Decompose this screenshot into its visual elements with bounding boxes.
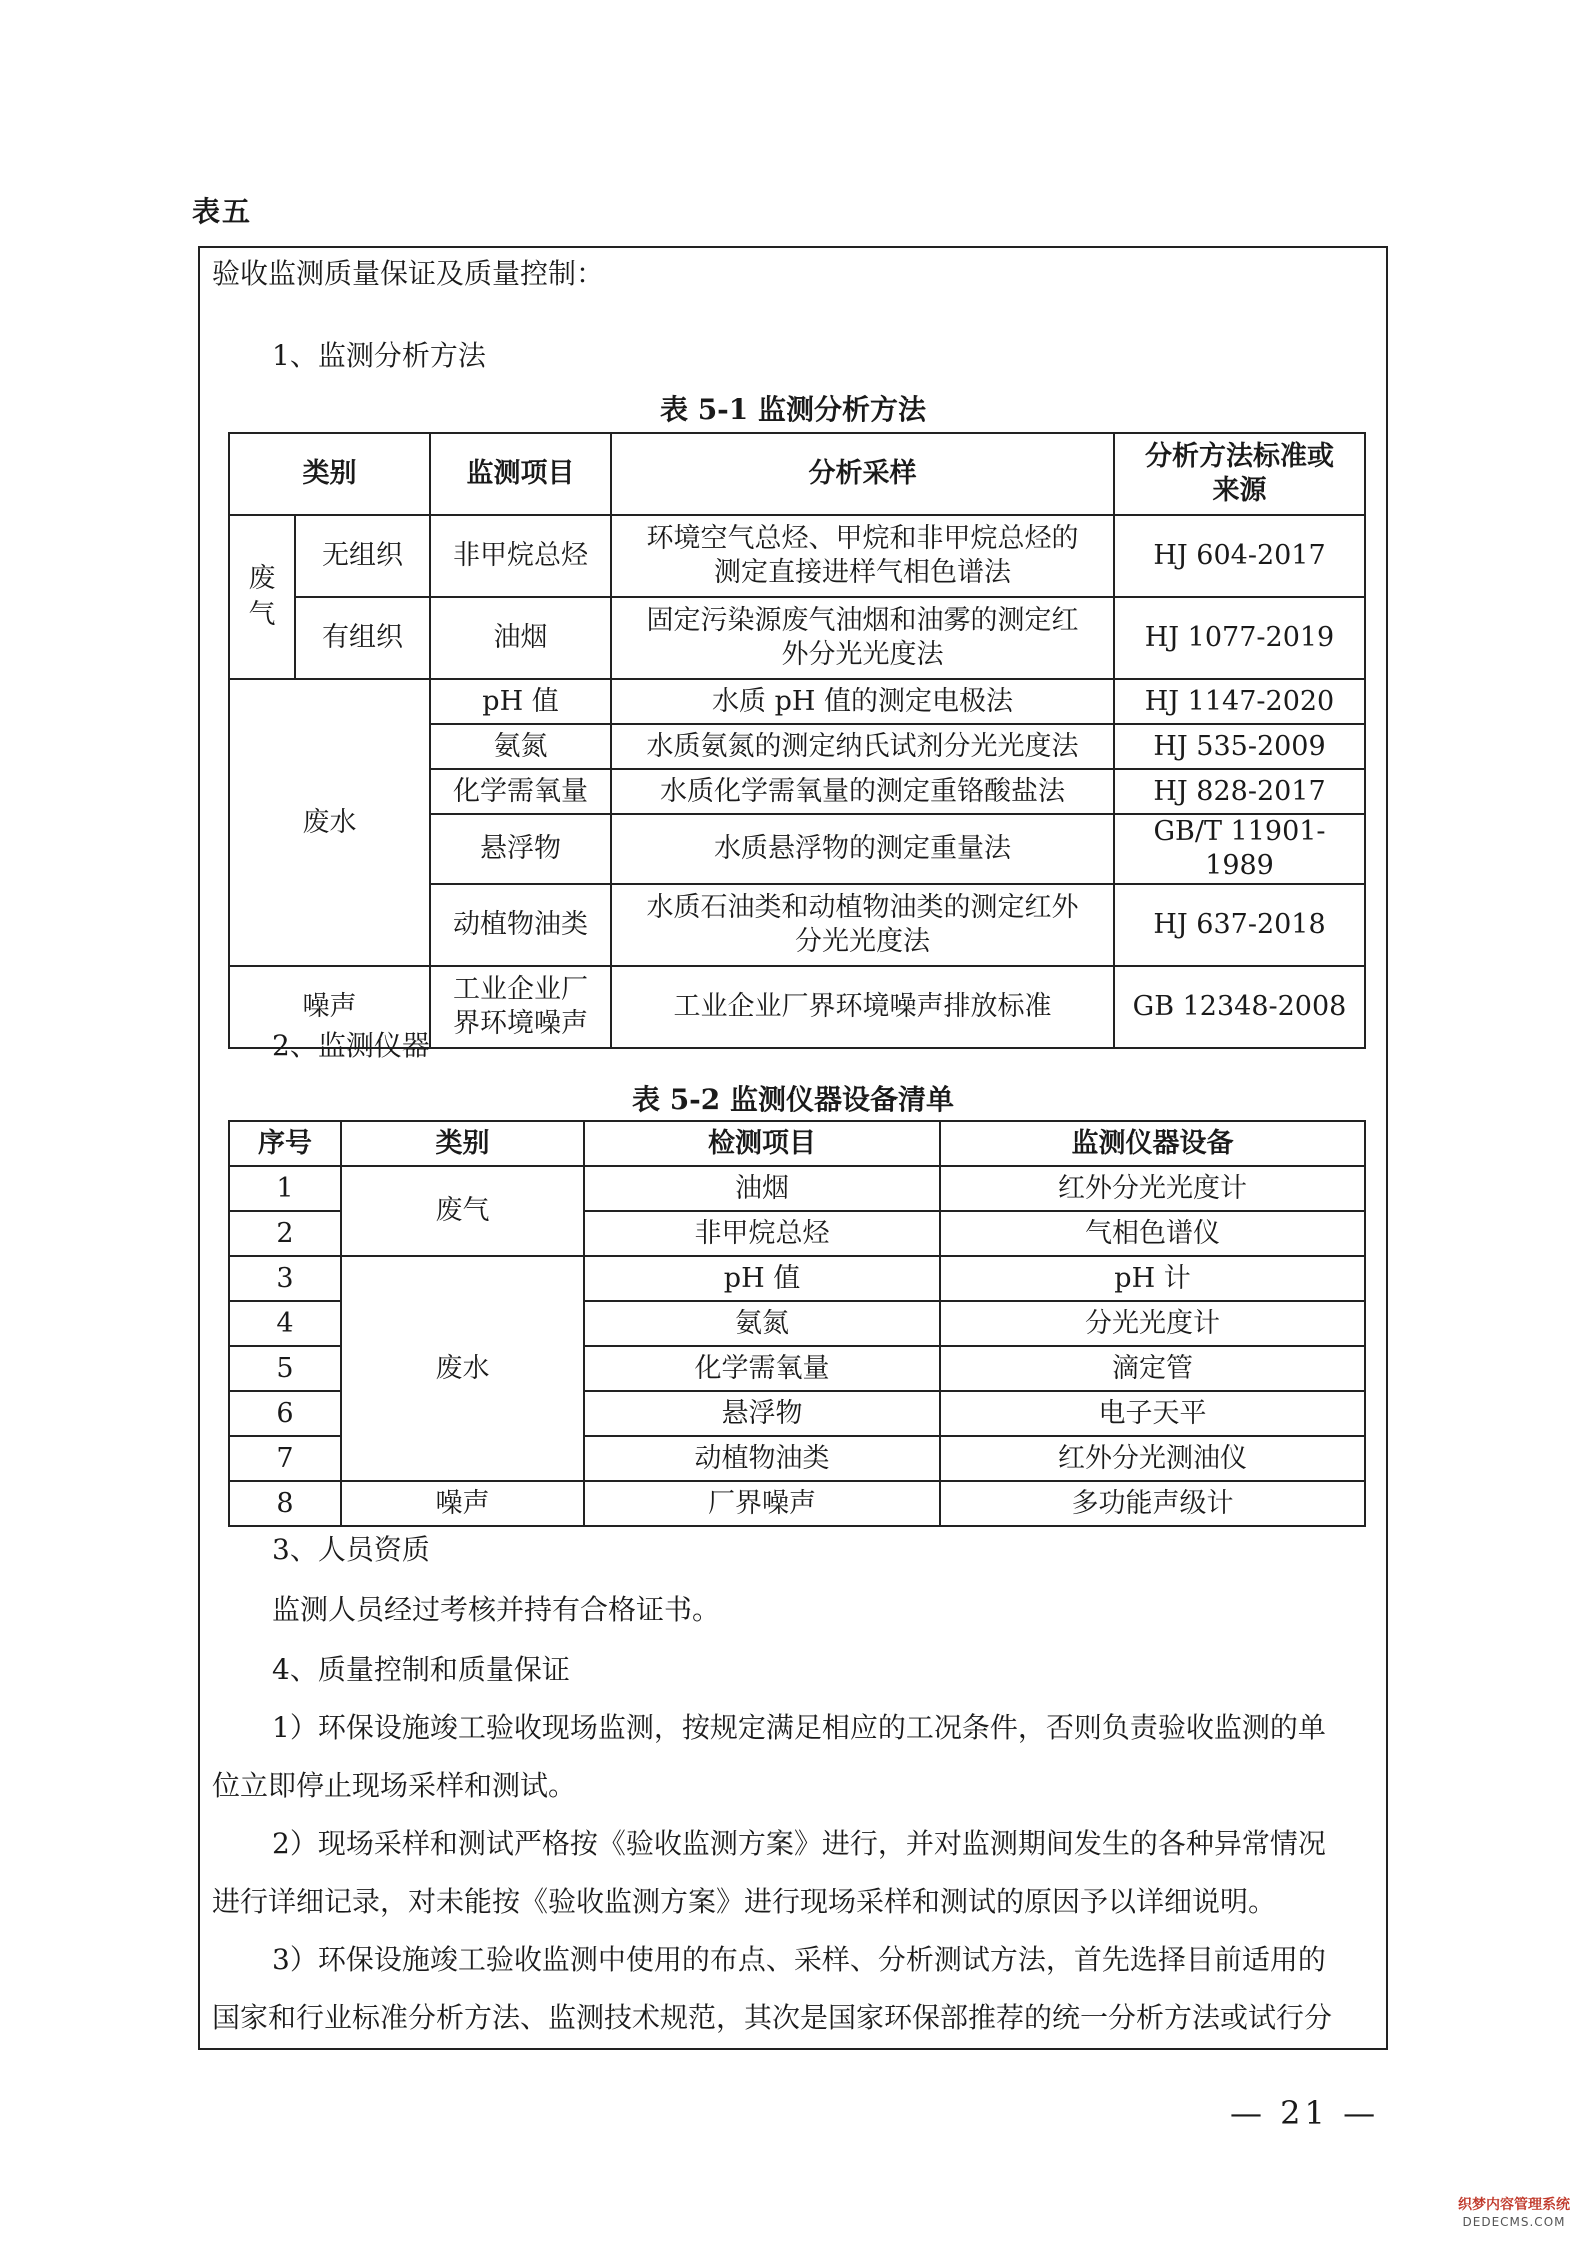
watermark: [1448, 2196, 1580, 2230]
cell-category-gas: 废气: [341, 1166, 584, 1256]
section-label: 表五: [192, 195, 253, 228]
cell-method: 水质悬浮物的测定重量法: [611, 814, 1114, 884]
cell-item: pH 值: [430, 679, 611, 724]
subheading-instruments: 2、监测仪器: [272, 1029, 430, 1062]
cell-standard: HJ 1077-2019: [1114, 597, 1365, 679]
header-category: 类别: [229, 433, 430, 515]
cell-item: 动植物油类: [430, 884, 611, 966]
header-device: 监测仪器设备: [940, 1121, 1365, 1166]
paragraph-3-line-2: 国家和行业标准分析方法、监测技术规范，其次是国家环保部推荐的统一分析方法或试行分: [212, 2001, 1333, 2034]
cell-standard: HJ 637-2018: [1114, 884, 1365, 966]
cell-method: 固定污染源废气油烟和油雾的测定红 外分光光度法: [611, 597, 1114, 679]
cell-method: 工业企业厂界环境噪声排放标准: [611, 966, 1114, 1048]
cell-no: 6: [229, 1391, 341, 1436]
table-row: [229, 597, 1365, 679]
cell-noise: 噪声: [229, 966, 430, 1048]
paragraph-2-line-1: 2）现场采样和测试严格按《验收监测方案》进行，并对监测期间发生的各种异常情况: [272, 1827, 1326, 1860]
cell-no: 3: [229, 1256, 341, 1301]
cell-item: 工业企业厂 界环境噪声: [430, 966, 611, 1048]
cell-method: 水质氨氮的测定纳氏试剂分光光度法: [611, 724, 1114, 769]
cell-standard: GB/T 11901-1989: [1114, 814, 1365, 884]
cell-item: pH 值: [584, 1256, 940, 1301]
table-row: [229, 1481, 1365, 1526]
page-number: — 21 —: [1230, 2094, 1380, 2132]
table-row: [229, 1166, 1365, 1211]
cell-no: 8: [229, 1481, 341, 1526]
instrument-list-table: [228, 1120, 1366, 1527]
cell-item: 化学需氧量: [430, 769, 611, 814]
cell-no: 7: [229, 1436, 341, 1481]
paragraph-3-line-1: 3）环保设施竣工验收监测中使用的布点、采样、分析测试方法，首先选择目前适用的: [272, 1943, 1326, 1976]
table1-caption: 表 5-1 监测分析方法: [659, 393, 927, 426]
cell-standard: HJ 535-2009: [1114, 724, 1365, 769]
cell-device: 多功能声级计: [940, 1481, 1365, 1526]
table2-caption: 表 5-2 监测仪器设备清单: [631, 1083, 955, 1116]
cell-sub: 无组织: [295, 515, 430, 597]
cell-device: 滴定管: [940, 1346, 1365, 1391]
cell-item: 油烟: [430, 597, 611, 679]
paragraph-2-line-2: 进行详细记录，对未能按《验收监测方案》进行现场采样和测试的原因予以详细说明。: [212, 1885, 1277, 1918]
cell-device: 分光光度计: [940, 1301, 1365, 1346]
cell-standard: HJ 1147-2020: [1114, 679, 1365, 724]
header-item: 监测项目: [430, 433, 611, 515]
table-row: [229, 1121, 1365, 1166]
personnel-text: 监测人员经过考核并持有合格证书。: [272, 1593, 721, 1626]
header-no: 序号: [229, 1121, 341, 1166]
heading: 验收监测质量保证及质量控制：: [212, 257, 605, 290]
cell-item: 氨氮: [430, 724, 611, 769]
cell-standard: HJ 828-2017: [1114, 769, 1365, 814]
cell-standard: GB 12348-2008: [1114, 966, 1365, 1048]
header-standard: 分析方法标准或 来源: [1114, 433, 1365, 515]
cell-item: 非甲烷总烃: [584, 1211, 940, 1256]
cell-item: 动植物油类: [584, 1436, 940, 1481]
cell-item: 油烟: [584, 1166, 940, 1211]
cell-device: 电子天平: [940, 1391, 1365, 1436]
cell-category-noise: 噪声: [341, 1481, 584, 1526]
cell-no: 2: [229, 1211, 341, 1256]
cell-device: pH 计: [940, 1256, 1365, 1301]
cell-no: 4: [229, 1301, 341, 1346]
cell-method: 水质 pH 值的测定电极法: [611, 679, 1114, 724]
table-row: [229, 1256, 1365, 1301]
cell-device: 气相色谱仪: [940, 1211, 1365, 1256]
cell-method: 环境空气总烃、甲烷和非甲烷总烃的 测定直接进样气相色谱法: [611, 515, 1114, 597]
cell-device: 红外分光光度计: [940, 1166, 1365, 1211]
cell-category-water: 废水: [341, 1256, 584, 1481]
cell-item: 氨氮: [584, 1301, 940, 1346]
table-row: [229, 433, 1365, 515]
cell-waste-gas: 废 气: [229, 515, 295, 679]
cell-sub: 有组织: [295, 597, 430, 679]
content-frame: [198, 246, 1388, 2050]
cell-waste-water: 废水: [229, 679, 430, 966]
subheading-personnel: 3、人员资质: [272, 1533, 430, 1566]
cell-item: 悬浮物: [430, 814, 611, 884]
analysis-methods-table: [228, 432, 1366, 1049]
paragraph-1-line-2: 位立即停止现场采样和测试。: [212, 1769, 577, 1802]
subheading-quality-control: 4、质量控制和质量保证: [272, 1653, 570, 1686]
cell-no: 5: [229, 1346, 341, 1391]
watermark-line-2: DEDECMS.COM: [1462, 2215, 1566, 2229]
subheading-analysis-methods: 1、监测分析方法: [272, 339, 486, 372]
cell-item: 化学需氧量: [584, 1346, 940, 1391]
header-item: 检测项目: [584, 1121, 940, 1166]
cell-item: 非甲烷总烃: [430, 515, 611, 597]
cell-item: 悬浮物: [584, 1391, 940, 1436]
cell-method: 水质石油类和动植物油类的测定红外 分光光度法: [611, 884, 1114, 966]
cell-standard: HJ 604-2017: [1114, 515, 1365, 597]
cell-device: 红外分光测油仪: [940, 1436, 1365, 1481]
paragraph-1-line-1: 1）环保设施竣工验收现场监测，按规定满足相应的工况条件，否则负责验收监测的单: [272, 1711, 1326, 1744]
header-method: 分析采样: [611, 433, 1114, 515]
table-row: [229, 679, 1365, 724]
cell-item: 厂界噪声: [584, 1481, 940, 1526]
watermark-line-1: 织梦内容管理系统: [1458, 2197, 1570, 2213]
cell-method: 水质化学需氧量的测定重铬酸盐法: [611, 769, 1114, 814]
table-row: [229, 515, 1365, 597]
header-category: 类别: [341, 1121, 584, 1166]
cell-no: 1: [229, 1166, 341, 1211]
